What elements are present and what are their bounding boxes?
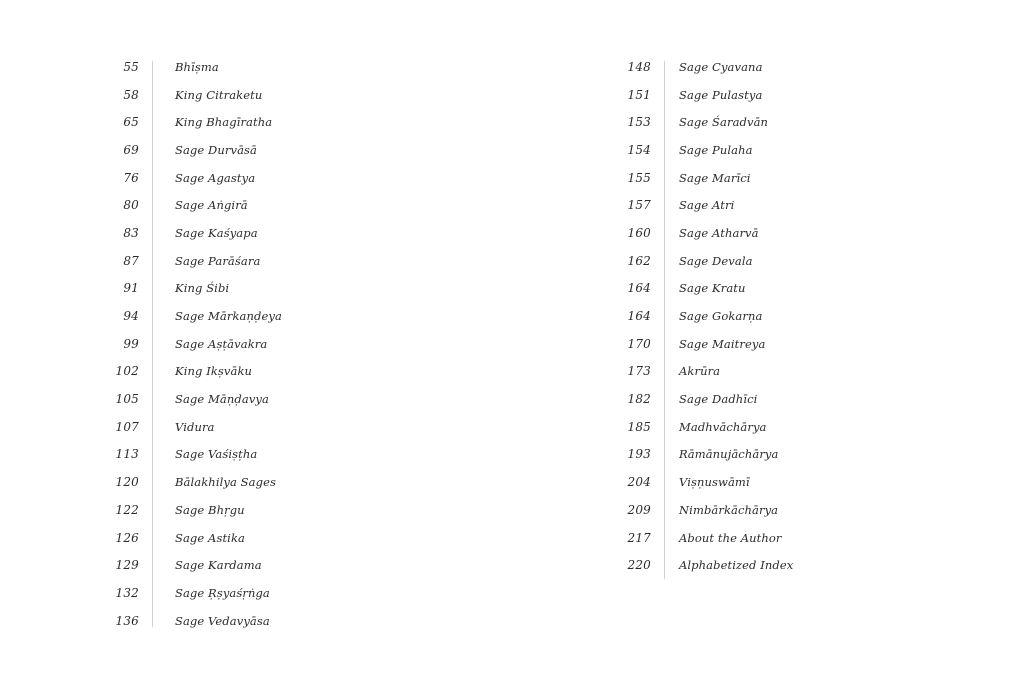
toc-page-number: 94 (123, 309, 139, 324)
toc-entry (0, 524, 500, 552)
toc-entry (505, 413, 1005, 441)
toc-chapter-title: Sage Śaradvān (679, 115, 769, 130)
toc-page-number: 136 (115, 613, 139, 628)
toc-chapter-title: Sage Pulaha (679, 142, 753, 157)
toc-page-number: 193 (627, 447, 651, 462)
toc-chapter-title: Sage Atri (679, 198, 735, 213)
toc-list (0, 53, 500, 634)
toc-page-number: 113 (115, 447, 139, 462)
toc-entry (0, 275, 500, 303)
toc-entry (0, 247, 500, 275)
toc-chapter-title: Sage Kratu (679, 281, 746, 296)
toc-entry (505, 496, 1005, 524)
toc-entry (0, 164, 500, 192)
toc-chapter-title: Vidura (175, 419, 215, 434)
toc-entry (0, 330, 500, 358)
toc-chapter-title: King Citraketu (175, 87, 263, 102)
toc-page-number: 170 (627, 336, 651, 351)
toc-entry (0, 468, 500, 496)
toc-page-number: 173 (627, 364, 651, 379)
toc-chapter-title: Sage Aṅgirā (175, 198, 248, 213)
toc-page-number: 76 (123, 170, 139, 185)
toc-entry (0, 358, 500, 386)
toc-page-number: 58 (123, 87, 139, 102)
toc-entry (0, 413, 500, 441)
toc-page-number: 220 (627, 558, 651, 573)
toc-chapter-title: Nimbārkāchārya (679, 502, 779, 517)
toc-entry (0, 219, 500, 247)
toc-chapter-title: Sage Ṛṣyaśṛṅga (175, 585, 270, 600)
toc-chapter-title: King Śibi (175, 281, 230, 296)
toc-chapter-title: Sage Parāśara (175, 253, 261, 268)
toc-entry (505, 551, 1005, 579)
toc-chapter-title: Rāmānujāchārya (679, 447, 779, 462)
toc-page-number: 132 (115, 585, 139, 600)
toc-page-number: 164 (627, 281, 651, 296)
toc-entry (505, 191, 1005, 219)
toc-chapter-title: Madhvāchārya (679, 419, 767, 434)
toc-entry (505, 81, 1005, 109)
toc-chapter-title: Sage Atharvā (679, 225, 759, 240)
toc-chapter-title: Sage Marīci (679, 170, 751, 185)
toc-chapter-title: Sage Astika (175, 530, 245, 545)
toc-entry (0, 441, 500, 469)
toc-entry (505, 108, 1005, 136)
toc-chapter-title: Sage Cyavana (679, 59, 763, 74)
toc-page-number: 157 (627, 198, 651, 213)
toc-entry (0, 385, 500, 413)
toc-entry (505, 275, 1005, 303)
toc-page-number: 154 (627, 142, 651, 157)
toc-chapter-title: Sage Bhṛgu (175, 502, 245, 517)
toc-entry (505, 136, 1005, 164)
toc-page-number: 153 (627, 115, 651, 130)
toc-chapter-title: Sage Aṣṭāvakra (175, 336, 268, 351)
toc-entry (0, 607, 500, 635)
toc-page-number: 126 (115, 530, 139, 545)
toc-entry (0, 551, 500, 579)
toc-entry (0, 81, 500, 109)
toc-entry (505, 468, 1005, 496)
toc-chapter-title: Sage Kaśyapa (175, 225, 258, 240)
toc-list (505, 53, 1005, 579)
toc-chapter-title: Sage Devala (679, 253, 753, 268)
toc-page-number: 99 (123, 336, 139, 351)
toc-chapter-title: Bālakhilya Sages (175, 475, 276, 490)
toc-entry (0, 136, 500, 164)
toc-chapter-title: Sage Vedavyāsa (175, 613, 270, 628)
toc-page-number: 151 (627, 87, 651, 102)
toc-chapter-title: Sage Dadhīci (679, 392, 758, 407)
toc-entry (505, 524, 1005, 552)
toc-page-number: 87 (123, 253, 139, 268)
toc-page-number: 91 (123, 281, 139, 296)
toc-chapter-title: Sage Mārkaṇḍeya (175, 309, 282, 324)
toc-entry (505, 302, 1005, 330)
toc-page-number: 102 (115, 364, 139, 379)
toc-page-number: 83 (123, 225, 139, 240)
toc-entry (0, 302, 500, 330)
toc-chapter-title: Sage Pulastya (679, 87, 763, 102)
toc-entry (505, 53, 1005, 81)
toc-page-number: 107 (115, 419, 139, 434)
toc-left-column (0, 53, 500, 634)
toc-page-number: 69 (123, 142, 139, 157)
toc-entry (505, 358, 1005, 386)
toc-chapter-title: Sage Kardama (175, 558, 262, 573)
toc-chapter-title: Sage Māṇḍavya (175, 392, 269, 407)
toc-page-number: 162 (627, 253, 651, 268)
toc-chapter-title: Viṣṇuswāmī (679, 475, 750, 490)
toc-entry (0, 496, 500, 524)
toc-entry (0, 108, 500, 136)
toc-chapter-title: King Ikṣvāku (175, 364, 253, 379)
toc-chapter-title: About the Author (679, 530, 782, 545)
toc-page-number: 160 (627, 225, 651, 240)
toc-entry (505, 385, 1005, 413)
toc-entry (0, 579, 500, 607)
toc-entry (505, 247, 1005, 275)
toc-chapter-title: King Bhagīratha (175, 115, 273, 130)
toc-chapter-title: Sage Gokarṇa (679, 309, 763, 324)
toc-entry (505, 441, 1005, 469)
toc-entry (505, 330, 1005, 358)
toc-page-number: 122 (115, 502, 139, 517)
toc-chapter-title: Sage Durvāsā (175, 142, 257, 157)
toc-chapter-title: Alphabetized Index (679, 558, 794, 573)
toc-page-number: 120 (115, 475, 139, 490)
toc-chapter-title: Sage Agastya (175, 170, 256, 185)
toc-page-number: 80 (123, 198, 139, 213)
toc-page-number: 55 (123, 59, 139, 74)
toc-right-column (505, 53, 1005, 579)
toc-page-number: 129 (115, 558, 139, 573)
toc-entry (505, 164, 1005, 192)
toc-entry (0, 191, 500, 219)
toc-page-number: 148 (627, 59, 651, 74)
toc-entry (505, 219, 1005, 247)
toc-chapter-title: Akrūra (679, 364, 721, 379)
toc-page-number: 164 (627, 309, 651, 324)
toc-page-number: 155 (627, 170, 651, 185)
toc-page-number: 182 (627, 392, 651, 407)
toc-page-number: 209 (627, 502, 651, 517)
toc-chapter-title: Bhīṣma (175, 59, 219, 74)
toc-chapter-title: Sage Maitreya (679, 336, 766, 351)
toc-page-number: 65 (123, 115, 139, 130)
toc-page-number: 105 (115, 392, 139, 407)
toc-chapter-title: Sage Vaśiṣṭha (175, 447, 258, 462)
toc-entry (0, 53, 500, 81)
toc-page-number: 204 (627, 475, 651, 490)
toc-page-number: 185 (627, 419, 651, 434)
toc-page-number: 217 (627, 530, 651, 545)
